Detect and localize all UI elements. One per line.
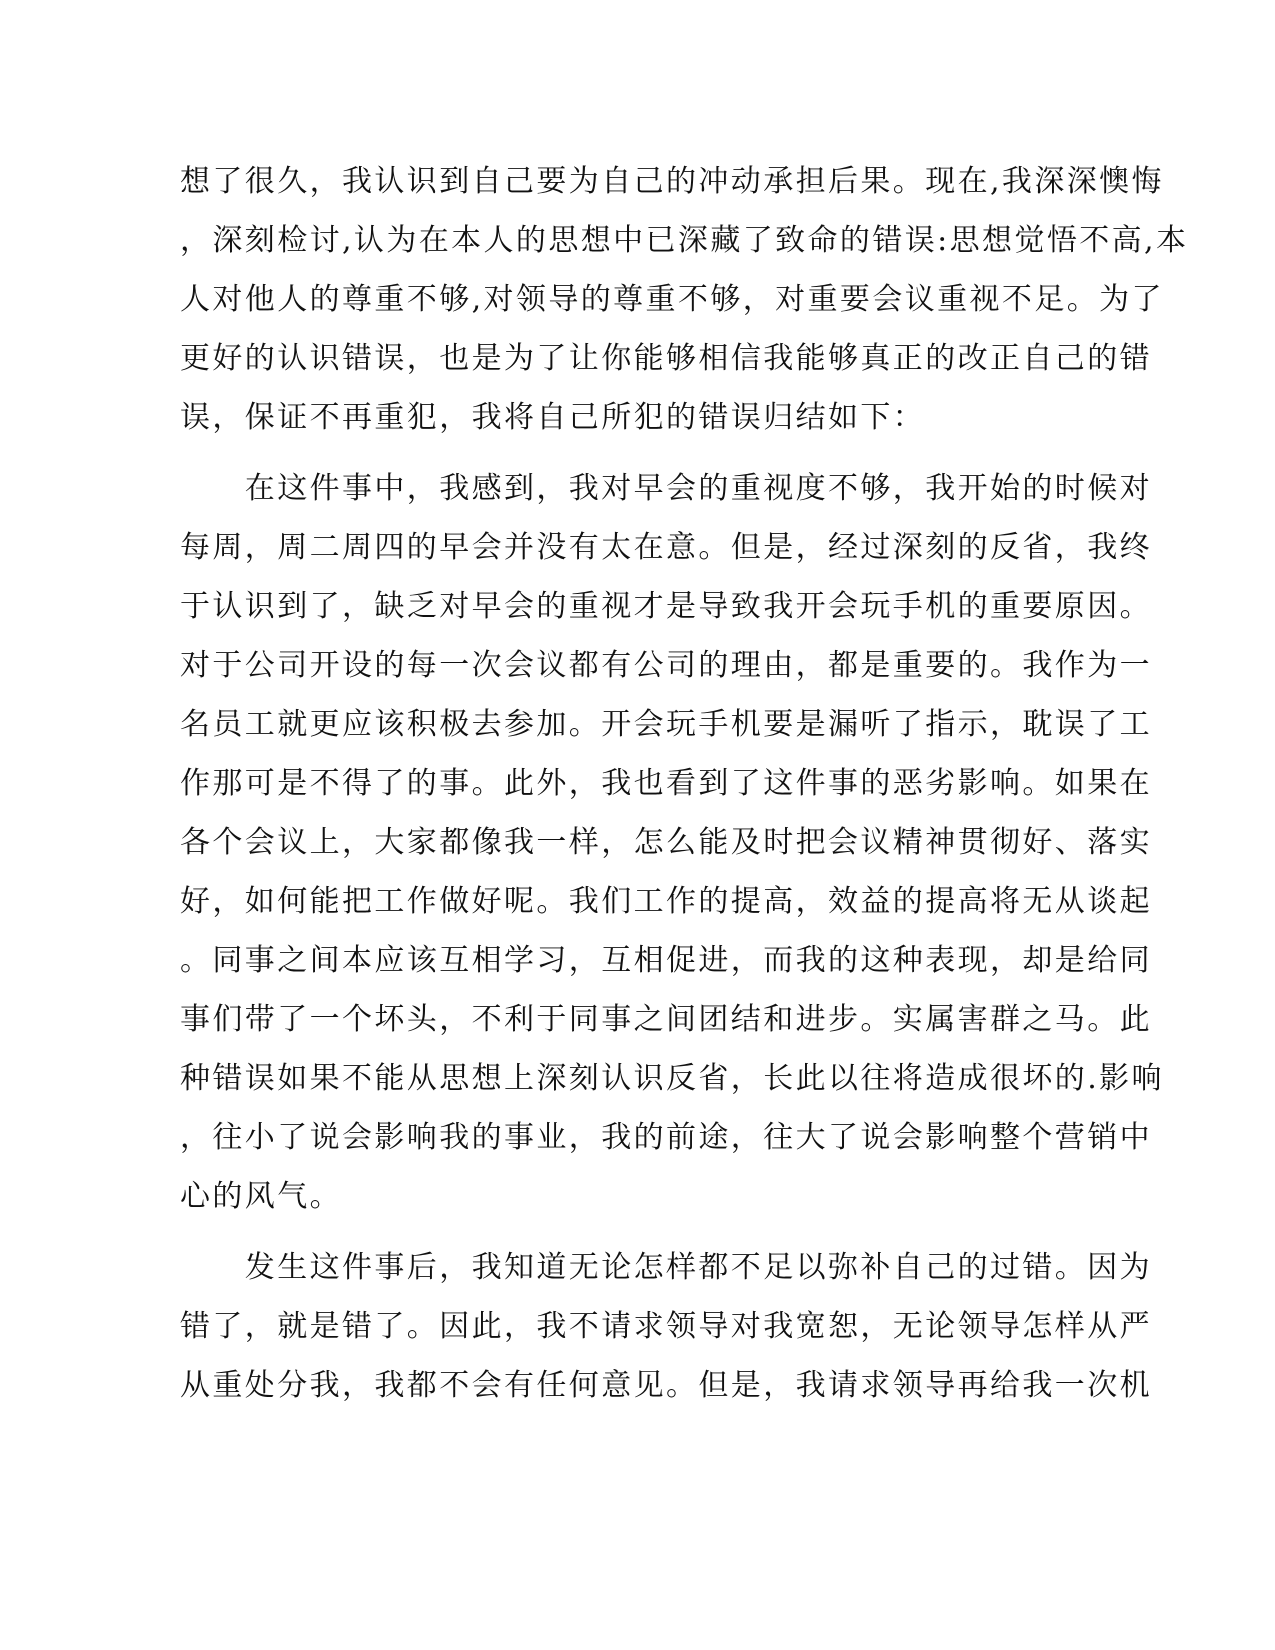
- text-line: 事们带了一个坏头，不利于同事之间团结和进步。实属害群之马。此: [180, 1002, 1152, 1037]
- text-line: 误，保证不再重犯，我将自己所犯的错误归结如下：: [180, 400, 926, 435]
- text-line: 。同事之间本应该互相学习，互相促进，而我的这种表现，却是给同: [180, 943, 1152, 978]
- text-line: 名员工就更应该积极去参加。开会玩手机要是漏听了指示，耽误了工: [180, 707, 1152, 742]
- text-line: 对于公司开设的每一次会议都有公司的理由，都是重要的。我作为一: [180, 648, 1152, 683]
- text-line: 在这件事中，我感到，我对早会的重视度不够，我开始的时候对: [180, 471, 1152, 506]
- text-line: 心的风气。: [180, 1179, 342, 1214]
- text-line: 发生这件事后，我知道无论怎样都不足以弥补自己的过错。因为: [180, 1250, 1152, 1285]
- text-line: 从重处分我，我都不会有任何意见。但是，我请求领导再给我一次机: [180, 1368, 1152, 1403]
- text-line: ，深刻检讨,认为在本人的思想中已深藏了致命的错误:思想觉悟不高,本: [180, 223, 1189, 258]
- text-line: 作那可是不得了的事。此外，我也看到了这件事的恶劣影响。如果在: [180, 766, 1152, 801]
- text-line: ，往小了说会影响我的事业，我的前途，往大了说会影响整个营销中: [180, 1120, 1152, 1155]
- text-line: 各个会议上，大家都像我一样，怎么能及时把会议精神贯彻好、落实: [180, 825, 1152, 860]
- text-line: 于认识到了，缺乏对早会的重视才是导致我开会玩手机的重要原因。: [180, 589, 1152, 624]
- paragraph-spacer: [180, 457, 1080, 469]
- paragraph-1: [180, 162, 1189, 457]
- text-line: 想了很久，我认识到自己要为自己的冲动承担后果。现在,我深深懊悔: [180, 164, 1164, 199]
- text-line: 好，如何能把工作做好呢。我们工作的提高，效益的提高将无从谈起: [180, 884, 1152, 919]
- text-line: 更好的认识错误，也是为了让你能够相信我能够真正的改正自己的错: [180, 341, 1152, 376]
- text-line: 错了，就是错了。因此，我不请求领导对我宽恕，无论领导怎样从严: [180, 1309, 1152, 1344]
- paragraph-3: [180, 1248, 1152, 1425]
- document-body: [180, 162, 1189, 1425]
- paragraph-spacer: [180, 1236, 1080, 1248]
- text-line: 每周，周二周四的早会并没有太在意。但是，经过深刻的反省，我终: [180, 530, 1152, 565]
- text-line: 人对他人的尊重不够,对领导的尊重不够，对重要会议重视不足。为了: [180, 282, 1164, 317]
- text-line: 种错误如果不能从思想上深刻认识反省，长此以往将造成很坏的.影响: [180, 1061, 1164, 1096]
- paragraph-2: [180, 469, 1164, 1236]
